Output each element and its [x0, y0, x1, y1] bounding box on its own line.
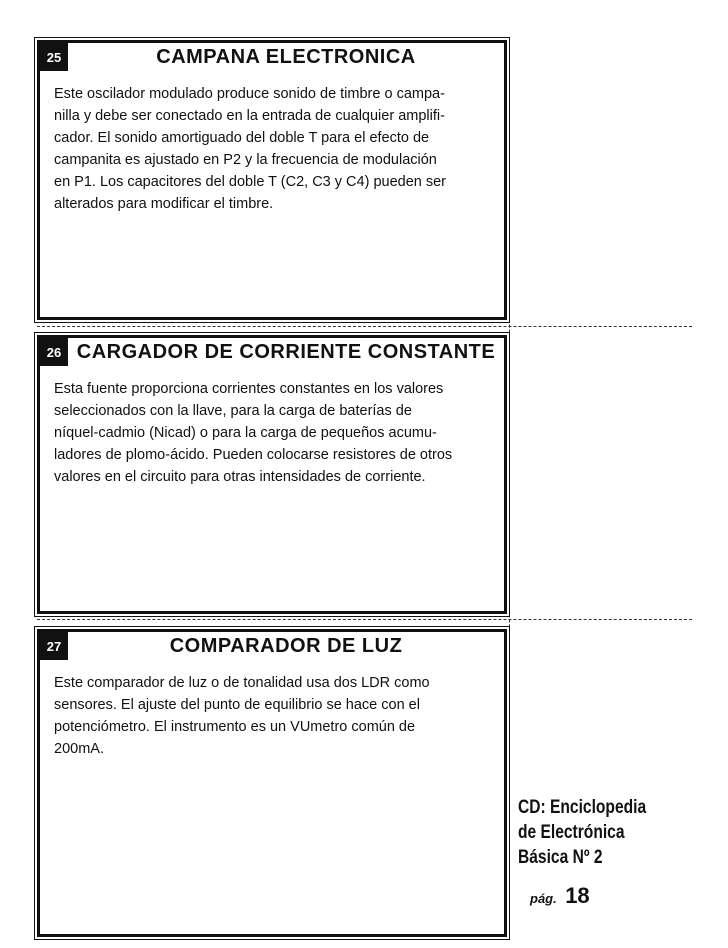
text-line: valores en el circuito para otras intensidades de corriente.	[54, 469, 426, 485]
card-title: CARGADOR DE CORRIENTE CONSTANTE	[76, 340, 496, 363]
text-line: ladores de plomo-ácido. Pueden colocarse resistores de otros	[54, 447, 453, 463]
card-description	[40, 662, 504, 760]
page-label: pág.	[530, 891, 557, 906]
text-line: potenciómetro. El instrumento es un VUmetro común de	[54, 719, 416, 735]
card-title: COMPARADOR DE LUZ	[169, 634, 403, 657]
card-26	[37, 335, 507, 614]
card-header	[40, 43, 504, 73]
card-header	[40, 632, 504, 662]
page-indicator	[530, 883, 590, 909]
text-line: campanita es ajustado en P2 y la frecuencia de modulación	[54, 152, 437, 168]
horizontal-cut-line-2	[37, 619, 692, 620]
card-25	[37, 40, 507, 320]
text-line: Este oscilador modulado produce sonido de timbre o campa-	[54, 86, 445, 102]
page-number: 18	[565, 883, 590, 908]
card-description	[40, 368, 504, 488]
vertical-cut-line	[509, 40, 510, 932]
text-line: cador. El sonido amortiguado del doble T para el efecto de	[54, 130, 430, 146]
card-number: 26	[40, 338, 68, 366]
card-27	[37, 629, 507, 937]
text-line: 200mA.	[54, 741, 104, 757]
cd-title-line: Básica Nº 2	[518, 847, 603, 868]
card-number: 25	[40, 43, 68, 71]
horizontal-cut-line-1	[37, 326, 692, 327]
cd-title	[518, 795, 682, 870]
card-header	[40, 338, 504, 368]
cd-title-line: CD: Enciclopedia	[518, 797, 647, 818]
text-line: alterados para modificar el timbre.	[54, 196, 274, 212]
card-title: CAMPANA ELECTRONICA	[156, 45, 416, 68]
card-number: 27	[40, 632, 68, 660]
text-line: sensores. El ajuste del punto de equilibrio se hace con el	[54, 697, 420, 713]
cd-title-line: de Electrónica	[518, 822, 625, 843]
text-line: nilla y debe ser conectado en la entrada de cualquier amplifi-	[54, 108, 445, 124]
text-line: Esta fuente proporciona corrientes constantes en los valores	[54, 381, 444, 397]
text-line: níquel-cadmio (Nicad) o para la carga de pequeños acumu-	[54, 425, 437, 441]
text-line: seleccionados con la llave, para la carga de baterías de	[54, 403, 412, 419]
text-line: en P1. Los capacitores del doble T (C2, C3 y C4) pueden ser	[54, 174, 446, 190]
text-line: Este comparador de luz o de tonalidad usa dos LDR como	[54, 675, 430, 691]
card-description	[40, 73, 504, 215]
